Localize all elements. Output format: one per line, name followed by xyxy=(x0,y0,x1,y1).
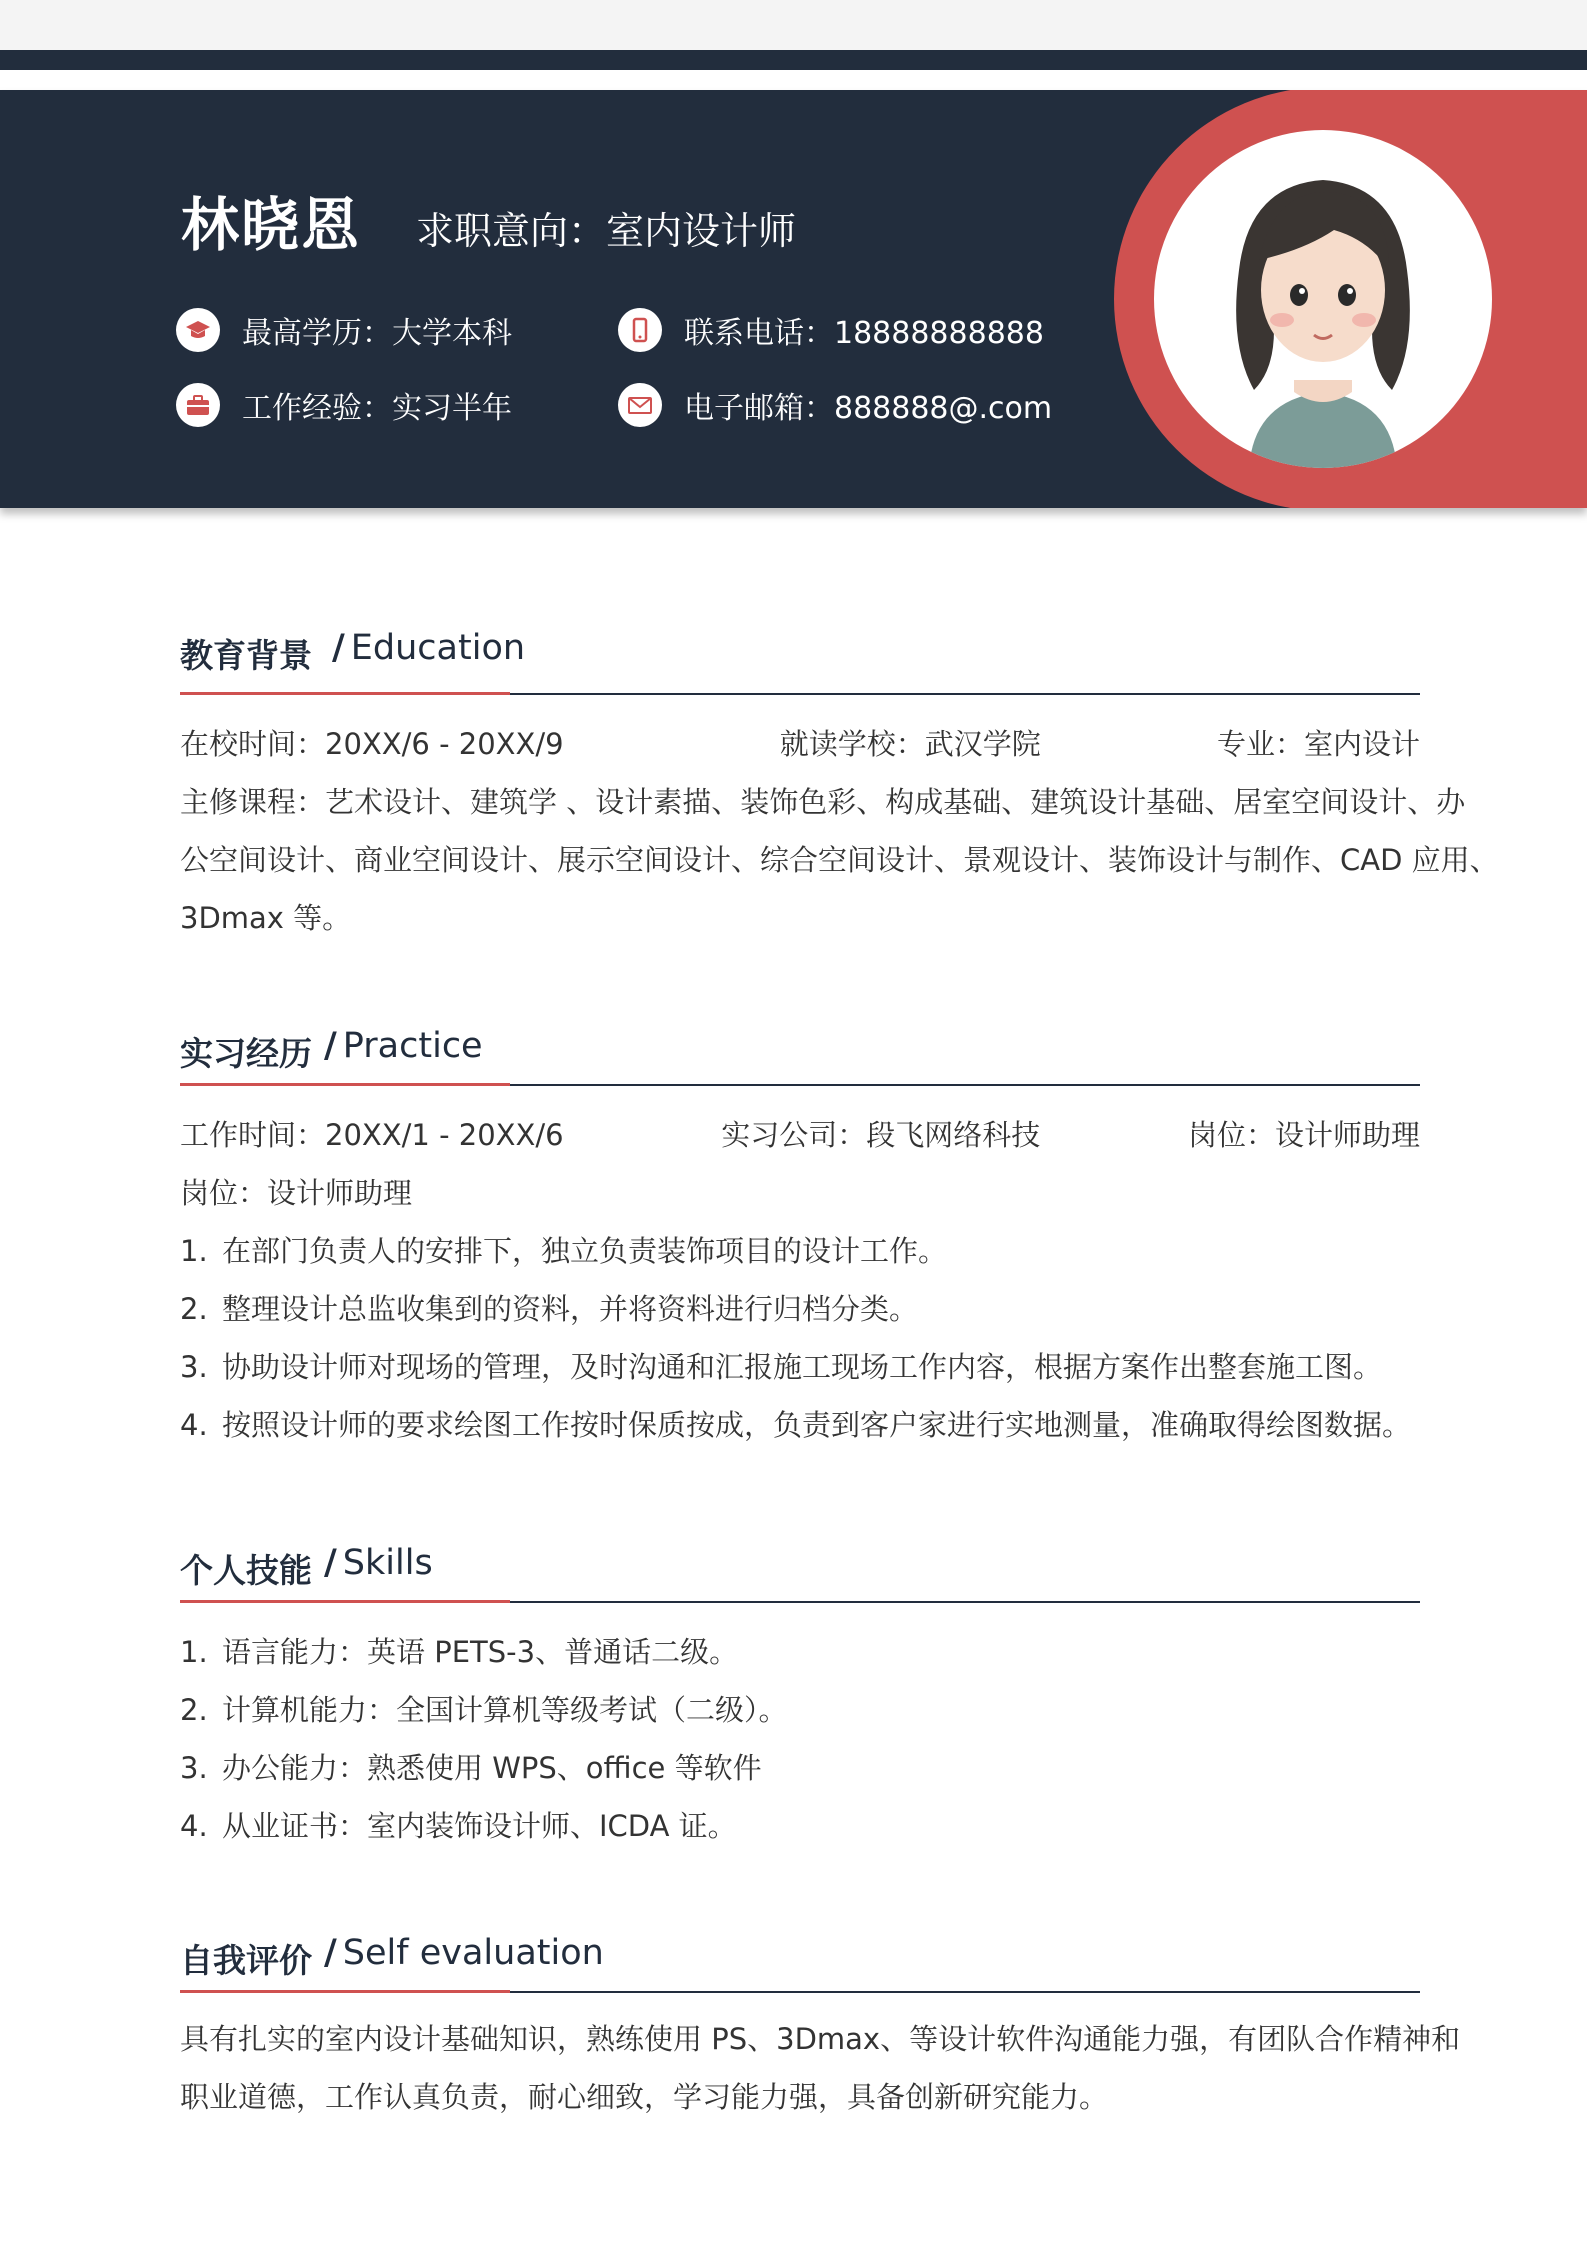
education-courses-line: 主修课程：艺术设计、建筑学 、设计素描、装饰色彩、构成基础、建筑设计基础、居室空间设计、办 xyxy=(180,785,1466,819)
info-education-text: 最高学历：大学本科 xyxy=(242,316,512,351)
list-item: 2. 整理设计总监收集到的资料，并将资料进行归档分类。 xyxy=(180,1292,919,1326)
section-divider-accent xyxy=(180,1083,510,1086)
section-header xyxy=(180,1545,1420,1605)
list-item: 1. 在部门负责人的安排下，独立负责装饰项目的设计工作。 xyxy=(180,1234,948,1268)
section-divider-accent xyxy=(180,1600,510,1603)
info-email-text: 电子邮箱：888888@.com xyxy=(684,391,1053,426)
practice-company: 实习公司：段飞网络科技 xyxy=(721,1118,1041,1152)
section-subtitle: / Self evaluation xyxy=(324,1933,604,1973)
education-time: 在校时间：20XX/6 - 20XX/9 xyxy=(180,727,564,761)
section-self-evaluation xyxy=(180,1933,1461,2114)
education-school: 就读学校：武汉学院 xyxy=(779,727,1041,761)
practice-summary-row xyxy=(180,1106,1420,1164)
info-experience xyxy=(176,383,512,427)
section-subtitle: / Education xyxy=(332,628,526,668)
mail-icon xyxy=(618,383,662,427)
section-skills xyxy=(180,1543,1420,1843)
self-eval-line: 职业道德，工作认真负责，耐心细致，学习能力强，具备创新研究能力。 xyxy=(180,2080,1109,2114)
section-practice xyxy=(180,1026,1420,1442)
candidate-name: 林晓恩 xyxy=(181,191,362,259)
list-item: 3. 办公能力：熟悉使用 WPS、office 等软件 xyxy=(180,1751,762,1785)
top-stripe xyxy=(0,50,1587,70)
job-intent: 求职意向：室内设计师 xyxy=(416,209,797,253)
education-courses-line: 公空间设计、商业空间设计、展示空间设计、综合空间设计、景观设计、装饰设计与制作、CAD 应用、 xyxy=(180,843,1499,877)
education-summary-row xyxy=(180,715,1420,773)
section-title: 自我评价 xyxy=(180,1941,312,1980)
section-divider-accent xyxy=(180,692,510,695)
practice-position: 岗位：设计师助理 xyxy=(180,1176,413,1210)
avatar xyxy=(1154,130,1492,468)
avatar-illustration xyxy=(1154,130,1492,468)
section-subtitle: / Skills xyxy=(324,1543,433,1583)
section-title: 实习经历 xyxy=(180,1034,312,1073)
section-header xyxy=(180,630,1420,690)
info-phone-text: 联系电话：18888888888 xyxy=(684,316,1044,351)
section-header xyxy=(180,1935,1420,1995)
list-item: 2. 计算机能力：全国计算机等级考试（二级）。 xyxy=(180,1693,788,1727)
section-divider-accent xyxy=(180,1990,510,1993)
info-experience-text: 工作经验：实习半年 xyxy=(242,391,512,426)
section-title: 个人技能 xyxy=(180,1551,312,1590)
practice-position-right: 岗位：设计师助理 xyxy=(1187,1118,1420,1152)
info-phone xyxy=(618,308,1044,352)
top-margin xyxy=(0,0,1587,50)
list-item: 4. 从业证书：室内装饰设计师、ICDA 证。 xyxy=(180,1809,737,1843)
list-item: 1. 语言能力：英语 PETS-3、普通话二级。 xyxy=(180,1635,739,1669)
education-courses-line: 3Dmax 等。 xyxy=(180,901,352,935)
practice-time: 工作时间：20XX/1 - 20XX/6 xyxy=(180,1118,564,1152)
info-education xyxy=(176,308,512,352)
section-title: 教育背景 xyxy=(180,636,312,675)
section-subtitle: / Practice xyxy=(324,1026,483,1066)
section-education xyxy=(180,628,1499,935)
education-major: 专业：室内设计 xyxy=(1216,727,1420,761)
self-eval-line: 具有扎实的室内设计基础知识，熟练使用 PS、3Dmax、等设计软件沟通能力强，有团队合作精神和 xyxy=(180,2022,1461,2056)
briefcase-icon xyxy=(176,383,220,427)
phone-icon xyxy=(618,308,662,352)
list-item: 4. 按照设计师的要求绘图工作按时保质按成，负责到客户家进行实地测量，准确取得绘图数据。 xyxy=(180,1408,1412,1442)
list-item: 3. 协助设计师对现场的管理，及时沟通和汇报施工现场工作内容，根据方案作出整套施工图。 xyxy=(180,1350,1383,1384)
resume-header xyxy=(0,90,1587,508)
info-email xyxy=(618,383,1052,427)
graduation-cap-icon xyxy=(176,308,220,352)
section-header xyxy=(180,1028,1420,1088)
